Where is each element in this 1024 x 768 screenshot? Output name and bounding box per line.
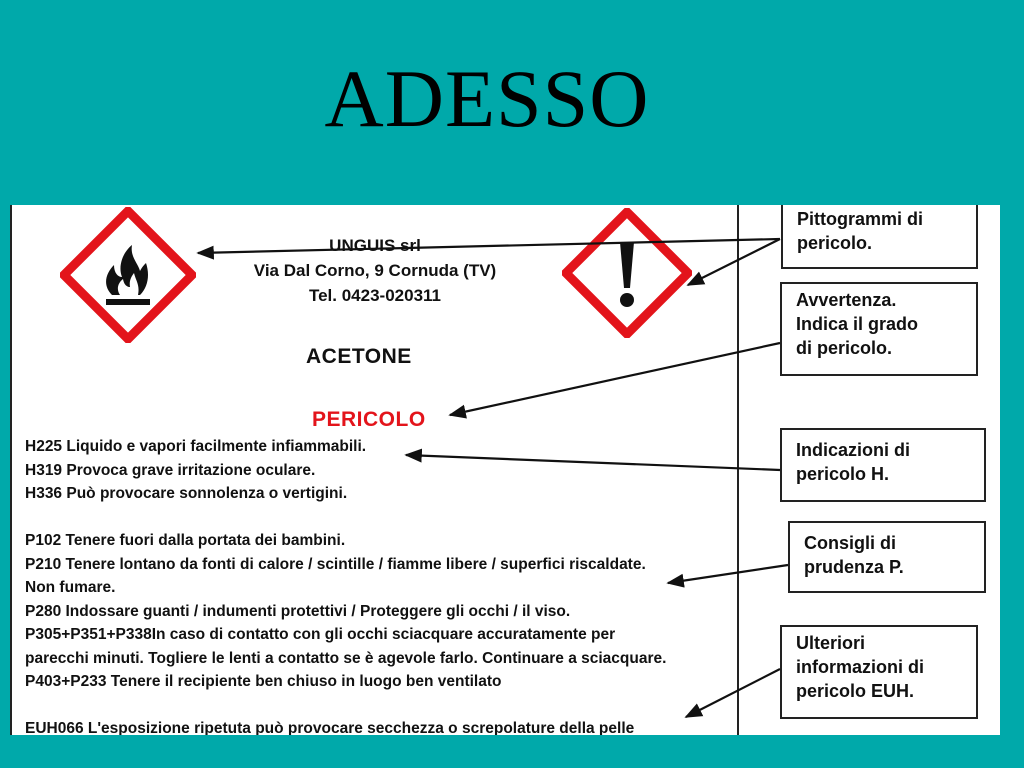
- arrow-to-flame-pictogram: [198, 239, 780, 253]
- callout-line: prudenza P.: [804, 557, 904, 577]
- precautionary-statement: P305+P351+P338In caso di contatto con gli occhi sciacquare accuratamente per: [25, 626, 616, 643]
- callout-line: pericolo H.: [796, 464, 890, 484]
- callout-line: Indicazioni di: [796, 440, 911, 460]
- euh-statement: EUH066 L'esposizione ripetuta può provocare secchezza o screpolature della pelle: [25, 720, 635, 735]
- callout-arrows: [10, 205, 1000, 735]
- precautionary-statement: Non fumare.: [25, 579, 116, 596]
- arrow-to-hazard-statements: [406, 455, 780, 470]
- callout-line: di pericolo.: [796, 338, 893, 358]
- precautionary-statement: P210 Tenere lontano da fonti di calore / scintille / fiamme libere / superfici riscaldate.: [25, 555, 646, 573]
- company-address: Via Dal Corno, 9 Cornuda (TV): [253, 261, 497, 280]
- arrow-to-precautionary-statements: [668, 565, 788, 583]
- callout-line: Consigli di: [804, 533, 896, 553]
- precautionary-statement: parecchi minuti. Togliere le lenti a contatto se è agevole farlo. Continuare a sciacquare.: [25, 649, 667, 667]
- company-phone: Tel. 0423-020311: [308, 286, 441, 305]
- callout-line: informazioni di: [796, 657, 924, 677]
- hazard-statement: H319 Provoca grave irritazione oculare.: [25, 461, 316, 479]
- callout-line: pericolo.: [797, 233, 873, 253]
- callout-line: pericolo EUH.: [796, 681, 915, 701]
- signal-word: PERICOLO: [312, 408, 426, 431]
- callout-line: Avvertenza.: [796, 290, 897, 310]
- slide-title: ADESSO: [324, 53, 650, 144]
- company-name: UNGUIS srl: [329, 236, 421, 255]
- hazard-statement: H225 Liquido e vapori facilmente infiammabili.: [25, 438, 367, 455]
- precautionary-statement: P280 Indossare guanti / indumenti protettivi / Proteggere gli occhi / il viso.: [25, 602, 571, 620]
- label-panel: [10, 205, 1000, 735]
- precautionary-statement: P102 Tenere fuori dalla portata dei bambini.: [25, 532, 346, 549]
- callout-line: Ulteriori: [796, 633, 866, 653]
- hazard-statement: H336 Può provocare sonnolenza o vertigini.: [25, 485, 348, 502]
- arrow-to-signal-word: [450, 343, 780, 415]
- callout-line: Pittogrammi di: [797, 209, 924, 229]
- arrow-to-exclamation-pictogram: [688, 239, 780, 285]
- product-name: ACETONE: [306, 345, 412, 368]
- precautionary-statement: P403+P233 Tenere il recipiente ben chiuso in luogo ben ventilato: [25, 673, 502, 690]
- callout-line: Indica il grado: [796, 314, 919, 334]
- arrow-to-euh-statement: [686, 669, 780, 717]
